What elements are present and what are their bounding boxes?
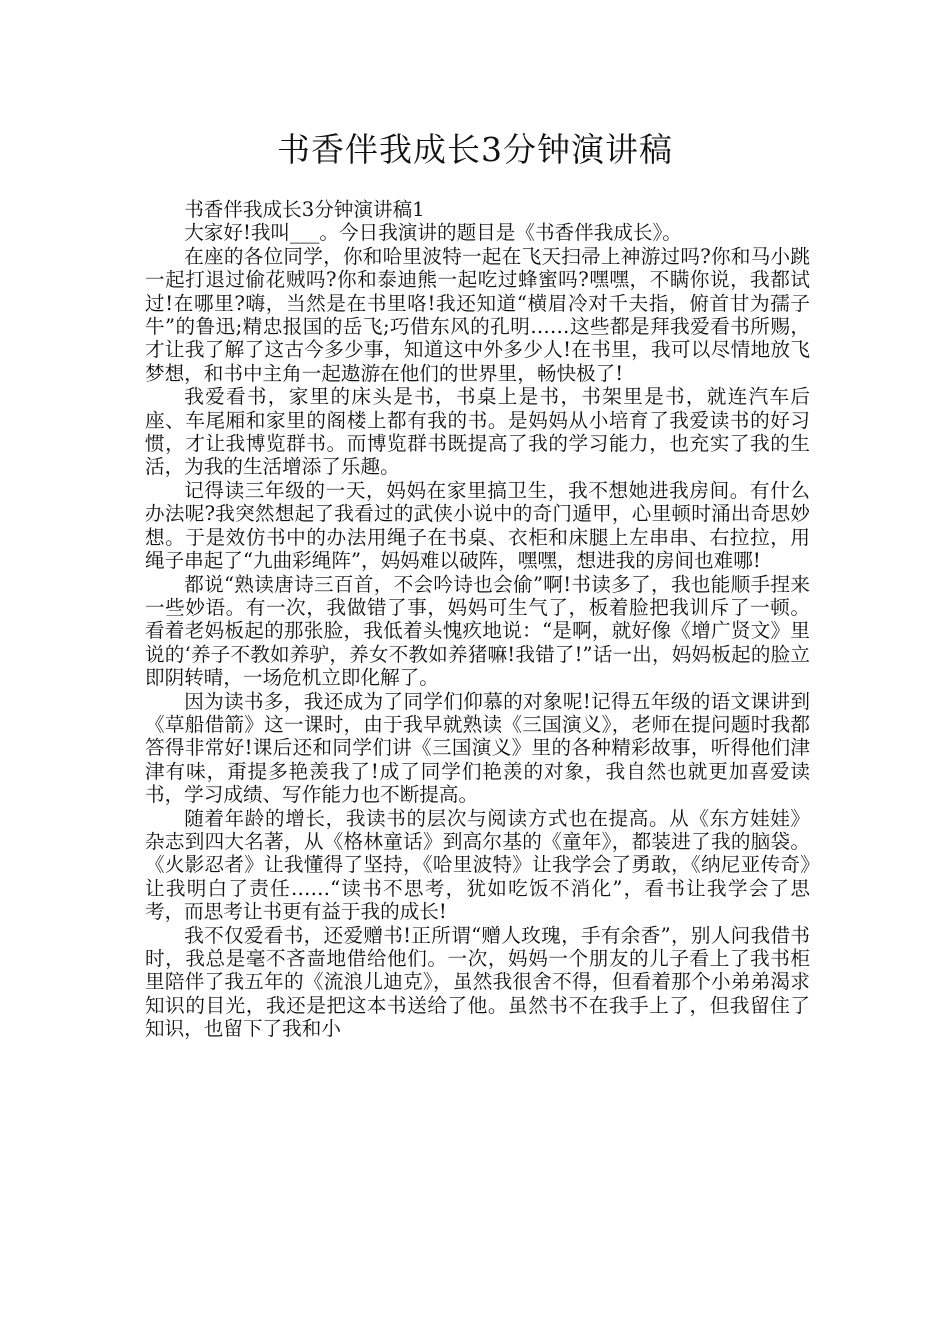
document-title: 书香伴我成长3分钟演讲稿	[277, 130, 673, 169]
paragraph: 我爱看书，家里的床头是书，书桌上是书，书架里是书，就连汽车后座、车尾厢和家里的阁楼上都有我的书。是妈妈从小培育了我爱读书的好习惯，才让我博览群书。而博览群书既提高了我的学习能力，也充实了我的生活，为我的生活增添了乐趣。	[145, 385, 810, 479]
paragraph-subtitle: 书香伴我成长3分钟演讲稿1	[184, 198, 425, 221]
paragraph: 因为读书多，我还成为了同学们仰慕的对象呢!记得五年级的语文课讲到《草船借箭》这一课时，由于我早就熟读《三国演义》，老师在提问题时我都答得非常好!课后还和同学们讲《三国演义》里的各种精彩故事，听得他们津津有味，甭提多艳羡我了!成了同学们艳羡的对象，我自然也就更加喜爱读书，学习成绩、写作能力也不断提高。	[145, 689, 810, 807]
paragraph: 都说“熟读唐诗三百首，不会吟诗也会偷”啊!书读多了，我也能顺手捏来一些妙语。有一次，我做错了事，妈妈可生气了，板着脸把我训斥了一顿。看着老妈板起的那张脸，我低着头愧疚地说：“是啊，就好像《增广贤文》里说的‘养子不教如养驴，养女不教如养猪嘛!我错了!”话一出，妈妈板起的脸立即阴转晴，一场危机立即化解了。	[145, 572, 810, 690]
paragraph-greeting: 大家好!我叫___。今日我演讲的题目是《书香伴我成长》。	[184, 221, 682, 245]
paragraph: 记得读三年级的一天，妈妈在家里搞卫生，我不想她进我房间。有什么办法呢?我突然想起了我看过的武侠小说中的奇门遁甲，心里顿时涌出奇思妙想。于是效仿书中的办法用绳子在书桌、衣柜和床腿上左串串、右拉拉，用绳子串起了“九曲彩绳阵”，妈妈难以破阵，嘿嘿，想进我的房间也难哪!	[145, 478, 810, 573]
paragraph: 在座的各位同学，你和哈里波特一起在飞天扫帚上神游过吗?你和马小跳一起打退过偷花贼吗?你和泰迪熊一起吃过蜂蜜吗?嘿嘿，不瞒你说，我都试过!在哪里?嗨，当然是在书里咯!我还知道“横眉冷对千夫指，俯首甘为孺子牛”的鲁迅;精忠报国的岳飞;巧借东风的孔明……这些都是拜我爱看书所赐，才让我了解了这古今多少事，知道这中外多少人!在书里，我可以尽情地放飞梦想，和书中主角一起遨游在他们的世界里，畅快极了!	[145, 244, 810, 385]
paragraph: 随着年龄的增长，我读书的层次与阅读方式也在提高。从《东方娃娃》杂志到四大名著，从《格林童话》到高尔基的《童年》，都装进了我的脑袋。《火影忍者》让我懂得了坚持，《哈里波特》让我学会了勇敢，《纳尼亚传奇》让我明白了责任……“读书不思考，犹如吃饭不消化”，看书让我学会了思考，而思考让书更有益于我的成长!	[145, 806, 810, 924]
paragraph: 我不仅爱看书，还爱赠书!正所谓“赠人玫瑰，手有余香”，别人问我借书时，我总是毫不吝啬地借给他们。一次，妈妈一个朋友的儿子看上了我书柜里陪伴了我五年的《流浪儿迪克》，虽然我很舍不得，但看着那个小弟弟渴求知识的目光，我还是把这本书送给了他。虽然书不在我手上了，但我留住了知识，也留下了我和小	[145, 923, 810, 1041]
document-body	[145, 198, 810, 1041]
